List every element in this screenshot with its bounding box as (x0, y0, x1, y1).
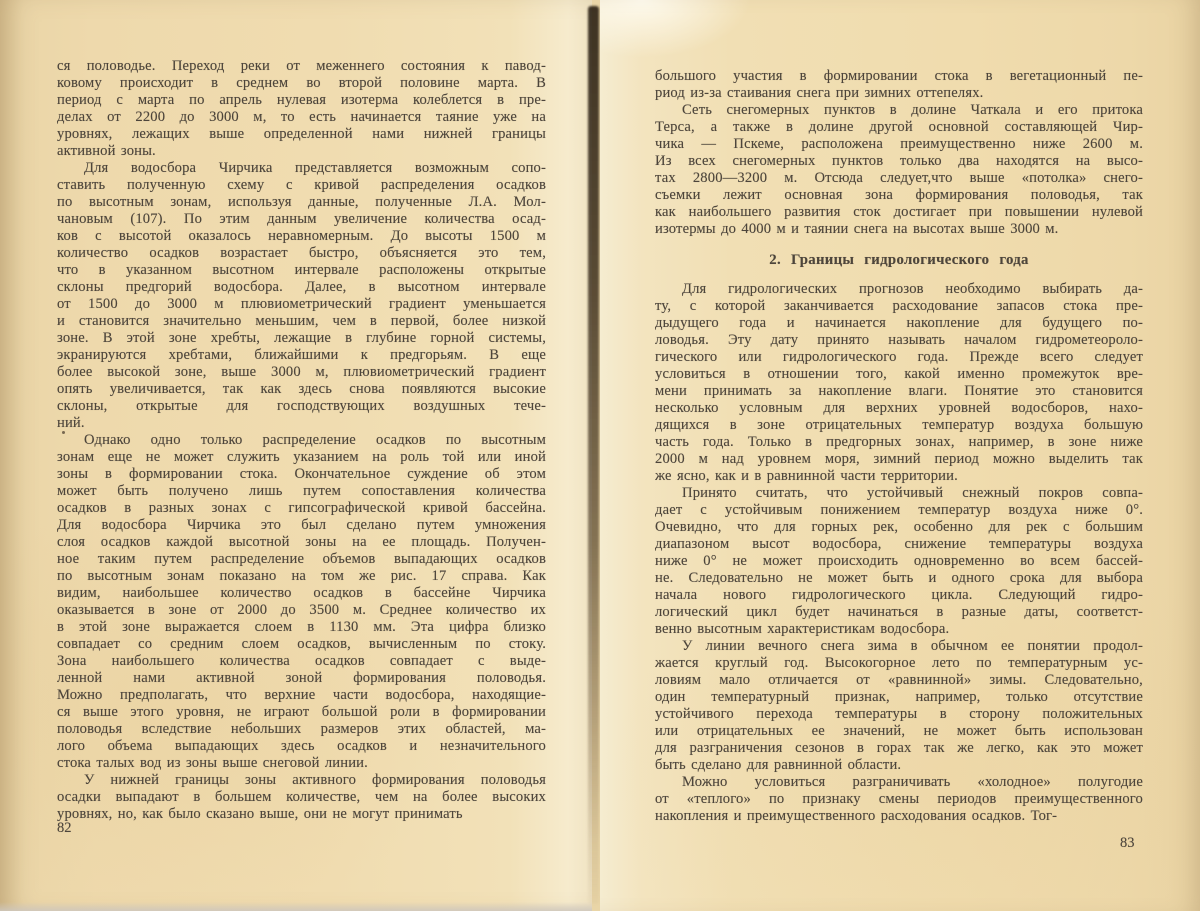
paragraph (57, 432, 546, 772)
paragraph (57, 772, 546, 823)
text-line: оказывается в зоне от 2000 до 3500 м. Среднее количество их (57, 602, 546, 618)
text-line: уровнях, лежащих выше определенной нами нижней границы (57, 126, 546, 142)
text-line: склоны предгорий водосбора. Далее, в высотном интервале (57, 279, 546, 295)
text-line: ниже 0° не может происходить одновременно во всем бассей- (655, 553, 1143, 569)
text-line: более высокой зоне, выше 3000 м, плювиометрический градиент (57, 364, 546, 380)
text-line: Принято считать, что устойчивый снежный покров совпа- (682, 485, 1143, 501)
paragraph (655, 638, 1143, 774)
text-line: по высотным зонам показано на том же рис. 17 справа. Как (57, 568, 546, 584)
text-line: для разграничения сезонов в горах так же легко, как это может (655, 740, 1143, 756)
text-line: Зона наибольшего количества осадков совпадает с выде- (57, 653, 546, 669)
text-line: совпадает со средним слоем осадков, вычисленным по стоку. (57, 636, 546, 652)
text-line: зоне. В этой зоне хребты, лежащие в глубине горной системы, (57, 330, 546, 346)
text-line: может быть получено лишь путем сопоставления количества (57, 483, 546, 499)
text-line: опять увеличивается, так как здесь снова появляются высокие (57, 381, 546, 397)
text-line: У нижней границы зоны активного формирования половодья (84, 772, 546, 788)
text-line: количество осадков возрастает быстро, объясняется это тем, (57, 245, 546, 261)
text-line: зонам еще не может служить указанием на роль той или иной (57, 449, 546, 465)
paragraph (57, 160, 546, 432)
text-line: дящихся в зоне отрицательных температур воздуха большую (655, 417, 1143, 433)
text-line: часть года. Только в предгорных зонах, например, в зоне ниже (655, 434, 1143, 450)
text-line: ловодья. Эту дату принято называть началом гидрометеороло- (655, 332, 1143, 348)
text-line: Для водосбора Чирчика представляется возможным сопо- (84, 160, 546, 176)
text-line: один температурный признак, например, только отсутствие (655, 689, 1143, 705)
text-line: Для гидрологических прогнозов необходимо выбирать да- (682, 281, 1143, 297)
text-line: стока талых вод из зоны выше снеговой линии. (57, 755, 368, 771)
text-line: жается круглый год. Высокогорное лето по температурным ус- (655, 655, 1143, 671)
text-line: чановым (107). По этим данным увеличение количества осад- (57, 211, 546, 227)
text-line: несколько условным для верхних уровней водосборов, нахо- (655, 400, 1143, 416)
text-line: Для водосбора Чирчика это был сделано путем умножения (57, 517, 546, 533)
text-line: как наибольшего развития сток достигает при повышении нулевой (655, 204, 1143, 220)
text-line: слоя осадков каждой высотной зоны на ее площадь. Получен- (57, 534, 546, 550)
text-line: же ясно, как и в равнинной части территории. (655, 468, 958, 484)
text-line: Можно предполагать, что верхние части водосбора, находящие- (57, 687, 546, 703)
text-line: ловиям мало отличается от «равнинной» зимы. Следовательно, (655, 672, 1143, 688)
text-line: ставить полученную схему с кривой распределения осадков (57, 177, 546, 193)
text-line: диапазоном высот водосбора, снижение температуры воздуха (655, 536, 1143, 552)
text-line: съемки лежит основная зона формирования половодья, так (655, 187, 1143, 203)
text-line: половодья вследствие небольших размеров этих областей, ма- (57, 721, 546, 737)
paragraph (57, 58, 546, 160)
text-line: тах 2800—3200 м. Отсюда следует,что выше «потолка» снего- (655, 170, 1143, 186)
text-line: ленной нами активной зоной формирования половодья. (57, 670, 546, 686)
paragraph (655, 281, 1143, 485)
text-line: осадков в разных зонах с гипсографической кривой бассейна. (57, 500, 546, 516)
text-line: ное таким путем распределение объемов выпадающих осадков (57, 551, 546, 567)
scan-bottom-edge (0, 902, 592, 911)
text-line: чика — Пскеме, расположена преимущественно ниже 2600 м. (655, 136, 1143, 152)
left-page-text-column (57, 58, 546, 823)
section-heading: 2. Границы гидрологического года (769, 252, 1029, 268)
text-line: уровнях, но, как было сказано выше, они не могут принимать (57, 806, 463, 822)
paragraph (655, 774, 1143, 825)
text-line: не. Следовательно не может быть и одного срока для выбора (655, 570, 1143, 586)
text-line: изотермы до 4000 м и таянии снега на высотах выше 3000 м. (655, 221, 1059, 237)
paragraph (655, 68, 1143, 102)
text-line: логический цикл будет начинаться в разные даты, соответст- (655, 604, 1143, 620)
text-line: Однако одно только распределение осадков по высотным (84, 432, 546, 448)
text-line: условиться в отношении того, какой именно промежуток вре- (655, 366, 1143, 382)
text-line: ся выше этого уровня, не играют большой роли в формировании (57, 704, 546, 720)
text-line: У линии вечного снега зима в обычном ее понятии продол- (682, 638, 1143, 654)
text-line: период с марта по апрель нулевая изотерма колеблется в пре- (57, 92, 546, 108)
text-line: по высотным зонам, используя данные, полученные Л.А. Мол- (57, 194, 546, 210)
left-page (0, 0, 592, 911)
text-line: Можно условиться разграничивать «холодное» полугодие (682, 774, 1143, 790)
text-line: гического или гидрологического года. Прежде всего следует (655, 349, 1143, 365)
text-line: активной зоны. (57, 143, 156, 159)
text-line: зоны в формировании стока. Окончательное суждение об этом (57, 466, 546, 482)
text-line: 2000 м над уровнем моря, зимний период можно выделить так (655, 451, 1143, 467)
text-line: от «теплого» по признаку смены периодов преимущественного (655, 791, 1143, 807)
text-line: осадки выпадают в большем количестве, чем на более высоких (57, 789, 546, 805)
text-line: Сеть снегомерных пунктов в долине Чаткала и его притока (682, 102, 1143, 118)
text-line: и становится значительно меньшим, чем в первой, более низкой (57, 313, 546, 329)
book-gutter-shadow (588, 6, 599, 904)
text-line: быть сделано для равнинной области. (655, 757, 902, 773)
text-line: экранируются хребтами, ближайшими к предгорьям. В еще (57, 347, 546, 363)
text-line: Очевидно, что для горных рек, особенно для рек с большим (655, 519, 1143, 535)
text-line: ся половодье. Переход реки от меженнего состояния к павод- (57, 58, 546, 74)
right-page-text-column (655, 68, 1143, 825)
text-line: венно высотным характеристикам водосбора. (655, 621, 950, 637)
text-line: или отрицательных ее значений, не может быть использован (655, 723, 1143, 739)
paragraph (655, 102, 1143, 238)
text-line: начала нового гидрологического цикла. Следующий гидро- (655, 587, 1143, 603)
text-line: лого объема выпадающих здесь осадков и незначительного (57, 738, 546, 754)
right-page (600, 0, 1200, 911)
text-line: ков с высотой оказалось неравномерным. До высоты 1500 м (57, 228, 546, 244)
text-line: ний. (57, 415, 85, 431)
text-line: видим, наибольшее количество осадков в бассейне Чирчика (57, 585, 546, 601)
text-line: мени принимать за накопление влаги. Понятие это становится (655, 383, 1143, 399)
right-page-number: 83 (1120, 835, 1135, 851)
text-line: Терса, а также в долине другой основной составляющей Чир- (655, 119, 1143, 135)
text-line: Из всех снегомерных пунктов только два находятся на высо- (655, 153, 1143, 169)
left-page-number: 82 (57, 820, 72, 836)
text-line: ту, с которой заканчивается расходование запасов стока пре- (655, 298, 1143, 314)
text-line: ковому происходит в среднем во второй половине марта. В (57, 75, 546, 91)
paragraph (655, 485, 1143, 638)
text-line: устойчивого перехода температуры в сторону положительных (655, 706, 1143, 722)
text-line: в этой зоне выражается слоем в 1130 мм. Эта цифра близко (57, 619, 546, 635)
text-line: большого участия в формировании стока в вегетационный пе- (655, 68, 1143, 84)
text-line: что в указанном высотном интервале расположены открытые (57, 262, 546, 278)
text-line: делах от 2200 до 3000 м, то есть начинается таяние уже на (57, 109, 546, 125)
text-line: риод из-за стаивания снега при зимних оттепелях. (655, 85, 984, 101)
text-line: склоны, открытые для господствующих воздушных тече- (57, 398, 546, 414)
text-line: от 1500 до 3000 м плювиометрический градиент уменьшается (57, 296, 546, 312)
text-line: дыдущего года и начинается накопление для будущего по- (655, 315, 1143, 331)
text-line: дает с устойчивым понижением температур воздуха ниже 0°. (655, 502, 1143, 518)
text-line: накопления и преимущественного расходования осадков. Тог- (655, 808, 1058, 824)
print-artifact-dot (62, 431, 65, 434)
